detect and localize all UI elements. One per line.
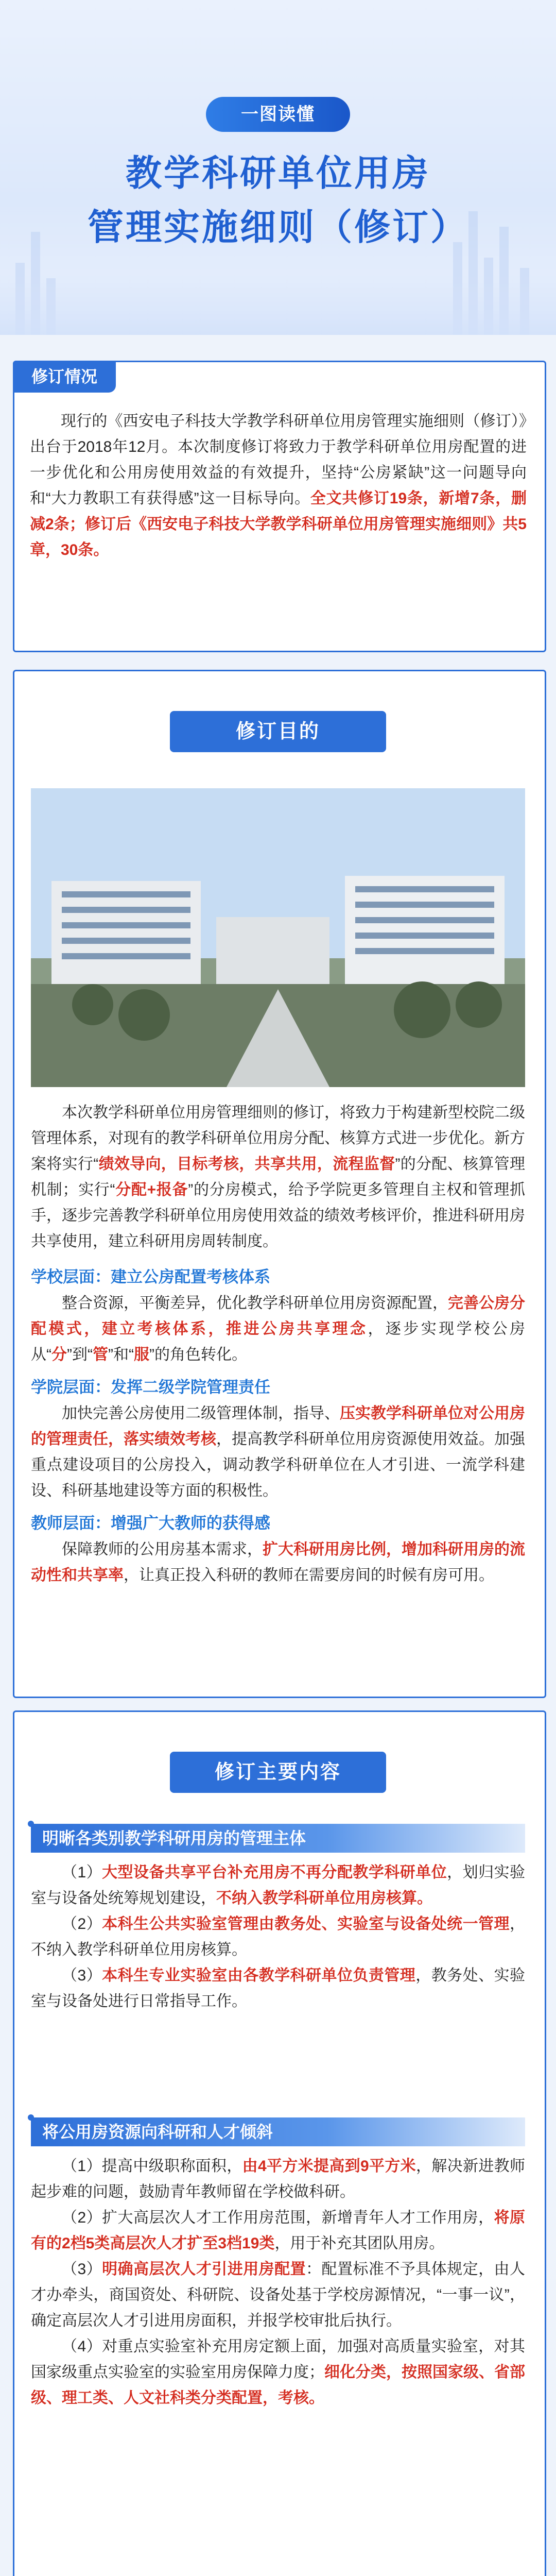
section-bar-management-label: 明晰各类别教学科研用房的管理主体 xyxy=(42,1829,306,1848)
m3-num: （3） xyxy=(62,1967,102,1984)
page-title-line1: 教学科研单位用房 xyxy=(126,153,430,193)
purpose-highlight-1: 绩效导向，目标考核，共享共用，流程监督 xyxy=(98,1156,395,1173)
hero-banner xyxy=(0,0,556,335)
purpose-highlight-2: 分配+报备 xyxy=(115,1181,188,1198)
t3-highlight: 明确高层次人才引进用房配置 xyxy=(102,2261,306,2278)
school-highlight-guan: 管 xyxy=(92,1346,108,1363)
section-bar-talent-label: 将公用房资源向科研和人才倾斜 xyxy=(42,2123,273,2141)
page-title-line2: 管理实施细则（修订） xyxy=(88,207,468,247)
m2-num: （2） xyxy=(62,1916,102,1933)
m3-text: ，教务处、实验室与设备处进行日常指导工作。 xyxy=(31,1967,526,2010)
m1-highlight: 大型设备共享平台补充用房不再分配教学科研单位 xyxy=(102,1864,447,1881)
revision-purpose-heading: 修订目的 xyxy=(170,711,386,752)
school-level-text xyxy=(31,1291,525,1368)
campus-buildings-image xyxy=(31,788,525,1087)
school-text-b: ，逐步实现学校公房从“ xyxy=(31,1320,526,1363)
teacher-text-a: 保障教师的公用房基本需求， xyxy=(62,1541,263,1558)
t1-text-a: （1）提高中级职称面积， xyxy=(62,2158,242,2175)
management-item-1 xyxy=(31,1860,525,1911)
section-bar-management xyxy=(31,1824,525,1853)
school-text-c: ”到“ xyxy=(67,1346,93,1363)
t2-text-b: ，用于补充其团队用房。 xyxy=(274,2235,445,2252)
teacher-level-text xyxy=(31,1537,525,1588)
main-content-heading: 修订主要内容 xyxy=(170,1752,386,1793)
purpose-intro-a: 本次教学科研单位用房管理细则的修订，将致力于构建新型校院二级管理体系，对现有的教学科研单位用房分配、核算方式进一步优化。新方案将实行“ xyxy=(31,1104,525,1173)
college-level-text xyxy=(31,1401,525,1504)
teacher-highlight: 扩大科研用房比例，增加科研用房的流动性和共享率 xyxy=(31,1541,525,1584)
school-level-heading: 学校层面：建立公房配置考核体系 xyxy=(31,1268,270,1286)
school-text-a: 整合资源，平衡差异，优化教学科研单位用房资源配置， xyxy=(62,1295,448,1312)
school-text-d: ”和“ xyxy=(108,1346,134,1363)
talent-item-4 xyxy=(31,2334,525,2411)
talent-body xyxy=(31,2154,525,2411)
t1-highlight: 由4平方米提高到9平方米 xyxy=(242,2158,416,2175)
m2-highlight: 本科生公共实验室管理由教务处、实验室与设备处统一管理 xyxy=(102,1916,510,1933)
hero-wave xyxy=(0,273,556,335)
revision-purpose-body xyxy=(31,1100,525,1588)
t1-text-b: ，解决新进教师起步难的问题，鼓励青年教师留在学校做科研。 xyxy=(31,2158,526,2200)
t3-num: （3） xyxy=(62,2261,102,2278)
purpose-intro-b: ”的分配、核算管理机制；实行“ xyxy=(31,1156,525,1198)
m1-highlight-2: 不纳入教学科研单位用房核算。 xyxy=(216,1890,432,1907)
teacher-text-b: ，让真正投入科研的教师在需要房间的时候有房可用。 xyxy=(124,1567,494,1584)
college-highlight: 压实教学科研单位对公用房的管理责任，落实绩效考核 xyxy=(31,1405,525,1448)
management-item-2 xyxy=(31,1911,525,1963)
t4-text: （4）对重点实验室补充用房定额上面，加强对高质量实验室，对其国家级重点实验室的实验室用房保障力度； xyxy=(31,2338,525,2381)
campus-photo xyxy=(31,788,525,1087)
talent-item-1 xyxy=(31,2154,525,2205)
teacher-level-heading: 教师层面：增强广大教师的获得感 xyxy=(31,1514,270,1532)
m1-num: （1） xyxy=(62,1864,102,1881)
school-highlight-fu: 服 xyxy=(133,1346,149,1363)
revision-status-text-a: 现行的《西安电子科技大学教学科研单位用房管理实施细则（修订）》出台于2018年12月。本次制度修订将致力于教学科研单位用房配置的进一步优化和公用房使用效益的有效提升，坚持“公房紧缺”这一问题导向和“大力教职工有获得感”这一目标导向。 xyxy=(30,413,527,507)
t4-highlight: 细化分类，按照国家级、省部级、理工类、人文社科类分类配置，考核。 xyxy=(31,2364,525,2406)
t2-highlight: 将原有的2档5类高层次人才扩至3档19类 xyxy=(31,2209,526,2252)
revision-status-text xyxy=(30,409,527,563)
school-highlight: 完善公房分配模式，建立考核体系，推进公房共享理念 xyxy=(31,1295,525,1337)
t2-text-a: （2）扩大高层次人才工作用房范围，新增青年人才工作用房， xyxy=(62,2209,494,2226)
m2-text: ，不纳入教学科研单位用房核算。 xyxy=(31,1916,525,1958)
revision-status-highlight: 全文共修订19条，新增7条，删减2条；修订后《西安电子科技大学教学科研单位用房管理实施细则》共5章，30条。 xyxy=(30,490,527,558)
college-text-a: 加快完善公房使用二级管理体制，指导、 xyxy=(62,1405,340,1422)
m3-highlight: 本科生专业实验室由各教学科研单位负责管理 xyxy=(102,1967,416,1984)
college-level-heading: 学院层面：发挥二级学院管理责任 xyxy=(31,1378,270,1396)
kicker-pill: 一图读懂 xyxy=(206,97,350,132)
school-highlight-fen: 分 xyxy=(51,1346,67,1363)
college-text-b: ，提高教学科研单位用房资源使用效益。加强重点建设项目的公房投入，调动教学科研单位在人才引进、一流学科建设、科研基地建设等方面的积极性。 xyxy=(31,1431,525,1499)
school-text-e: ”的角色转化。 xyxy=(149,1346,247,1363)
management-item-3 xyxy=(31,1963,525,2014)
talent-item-2 xyxy=(31,2205,525,2257)
purpose-intro xyxy=(31,1100,525,1255)
talent-item-3 xyxy=(31,2257,525,2334)
m1-text: ，划归实验室与设备处统筹规划建设， xyxy=(31,1864,526,1907)
t3-text: ：配置标准不予具体规定，由人才办牵头，商国资处、科研院、设备处基于学校房源情况，“一事一议”，确定高层次人才引进用房面积，并报学校审批后执行。 xyxy=(31,2261,525,2329)
purpose-intro-c: ”的分房模式，给予学院更多管理自主权和管理抓手，逐步完善教学科研单位用房使用效益的绩效考核评价，推进科研用房共享使用，建立科研用房周转制度。 xyxy=(31,1181,525,1250)
section-bar-talent xyxy=(31,2117,525,2146)
revision-status-tag: 修订情况 xyxy=(13,361,116,393)
revision-status-card xyxy=(13,361,546,652)
management-body xyxy=(31,1860,525,2014)
